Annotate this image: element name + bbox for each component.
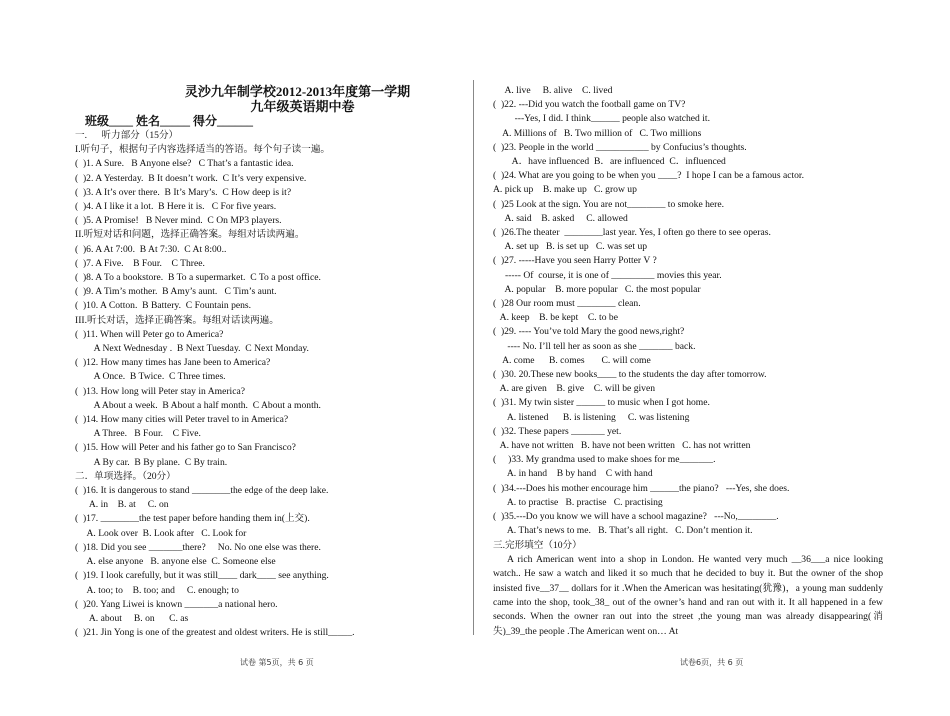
text-line: A. Look over B. Look after C. Look for (75, 527, 247, 539)
text-line: ( )29. ---- You’ve told Mary the good news,right? (493, 326, 685, 338)
text-line: II.听短对话和问题，选择正确答案。每组对话读两遍。 (75, 229, 305, 241)
text-line: ( )12. How many times has Jane been to America? (75, 357, 271, 369)
text-line: ( )30. 20.These new books____ to the students the day after tomorrow. (493, 369, 767, 381)
text-line: A. live B. alive C. lived (493, 85, 613, 96)
text-line: ( )3. A It’s over there. B It’s Mary’s. C How deep is it? (75, 186, 292, 198)
text-line: A. pick up B. make up C. grow up (493, 184, 637, 196)
text-line: A. That’s news to me. B. That’s all right. C. Don’t mention it. (493, 525, 753, 537)
text-line: ( )14. How many cities will Peter travel to in America? (75, 414, 289, 426)
left-question-list (75, 129, 460, 640)
text-line: ( )5. A Promise! B Never mind. C On MP3 players. (75, 215, 282, 227)
text-line: ( )2. A Yesterday. B It doesn’t work. C It’s very expensive. (75, 172, 307, 184)
text-line: A. in hand B by hand C with hand (493, 468, 653, 480)
text-line: A Next Wednesday . B Next Tuesday. C Next Monday. (75, 343, 309, 355)
text-line: ( )34.---Does his mother encourage him ______the piano? ---Yes, she does. (493, 482, 790, 494)
text-line: ----- Of course, it is one of _________ movies this year. (493, 269, 722, 281)
text-line: ( )23. People in the world ___________ by Confucius’s thoughts. (493, 141, 747, 153)
footer-page-left: 试卷 第5页，共 6 页 (240, 658, 314, 667)
column-divider (473, 80, 474, 635)
text-line: ---Yes, I did. I think______ people also watched it. (493, 113, 710, 125)
text-line: ( )27. -----Have you seen Harry Potter V ? (493, 255, 657, 267)
text-line: ---- No. I’ll tell her as soon as she _______ back. (493, 340, 696, 352)
text-line: A. listened B. is listening C. was listening (493, 411, 690, 423)
text-line: A By car. B By plane. C By train. (75, 456, 228, 468)
text-line: ( )22. ---Did you watch the football game on TV? (493, 99, 686, 111)
text-line: ( )31. My twin sister ______ to music when I got home. (493, 397, 710, 409)
right-question-list (493, 84, 883, 553)
text-line: ( )8. A To a bookstore. B To a supermarket. C To a post office. (75, 272, 321, 284)
cloze-passage: A rich American went into a shop in London. He wanted very much __36___a nice looking watch.. He saw a watch and liked it so much that he decided to buy it. But the owner of the shop insisted five__37__ dollars for it .When the American was hesitating(犹豫)，a young man suddenly came into the shop, took_38_ out of the owner’s hand and ran out with it. It all happened in a few seconds. When the owner ran out into the street ,the young man was already disappearing(消失)_39_the people .The American went on… At (493, 553, 883, 637)
text-line: A．have influenced B．are influenced C．influenced (493, 156, 726, 168)
text-line: A. are given B. give C. will be given (493, 383, 656, 395)
text-line: ( )18. Did you see _______there? No. No one else was there. (75, 541, 321, 553)
text-line: A. popular B. more popular C. the most popular (493, 283, 701, 295)
text-line: ( )20. Yang Liwei is known _______a national hero. (75, 598, 278, 610)
text-line: A. else anyone B. anyone else C. Someone else (75, 556, 276, 568)
text-line: ( )25 Look at the sign. You are not________ to smoke here. (493, 198, 725, 210)
text-line: ( )7. A Five. B Four. C Three. (75, 257, 205, 269)
text-line: A. said B. asked C. allowed (493, 212, 628, 224)
text-line: ( )10. A Cotton. B Battery. C Fountain pens. (75, 300, 252, 312)
text-line: ( )9. A Tim’s mother. B Amy’s aunt. C Tim’s aunt. (75, 286, 277, 298)
student-info-line: 班级____ 姓名_____ 得分______ (85, 114, 254, 128)
text-line: A. about B. on C. as (75, 612, 189, 624)
text-line: ( )35.---Do you know we will have a school magazine? ---No,________. (493, 511, 779, 523)
text-line: A. come B. comes C. will come (493, 354, 651, 366)
text-line: ( )4. A I like it a lot. B Here it is. C For five years. (75, 201, 277, 213)
text-line: ( )15. How will Peter and his father go to San Francisco? (75, 442, 296, 454)
text-line: A Three. B Four. C Five. (75, 428, 201, 440)
text-line: A. to practise B. practise C. practising (493, 496, 663, 508)
exam-subtitle: 九年级英语期中卷 (250, 99, 355, 114)
right-column (493, 84, 883, 639)
text-line: 一. 听力部分（15分） (75, 130, 179, 141)
text-line: ( )6. A At 7:00. B At 7:30. C At 8:00.. (75, 243, 227, 255)
text-line: III.听长对话，选择正确答案。每组对话读两遍。 (75, 314, 279, 326)
footer-page-right: 试卷6页，共 6 页 (680, 658, 744, 667)
text-line: A Once. B Twice. C Three times. (75, 371, 226, 383)
text-line: I.听句子，根据句子内容选择适当的答语。每个句子读一遍。 (75, 144, 331, 156)
text-line: ( )17. ________the test paper before handing them in(上交). (75, 513, 310, 525)
text-line: A About a week. B About a half month. C About a month. (75, 399, 321, 411)
text-line: ( )32. These papers _______ yet. (493, 425, 622, 437)
text-line: 二．单项选择。（20分） (75, 470, 176, 482)
text-line: A. keep B. be kept C. to be (493, 312, 618, 324)
text-line: ( )13. How long will Peter stay in America? (75, 385, 245, 397)
text-line: ( )1. A Sure. B Anyone else? C That’s a fantastic idea. (75, 158, 294, 170)
text-line: ( )16. It is dangerous to stand ________the edge of the deep lake. (75, 485, 329, 497)
text-line: ( )26.The theater ________last year. Yes, I often go there to see operas. (493, 227, 771, 239)
text-line: 三.完形填空（10分） (493, 539, 582, 551)
text-line: A. in B. at C. on (75, 499, 169, 511)
text-line: A. Millions of B. Two million of C. Two millions (493, 127, 702, 139)
text-line: ( )21. Jin Yong is one of the greatest and oldest writers. He is still_____. (75, 627, 355, 639)
text-line: ( )24. What are you going to be when you ____? I hope I can be a famous actor. (493, 170, 804, 182)
left-column (75, 84, 460, 640)
text-line: A. have not written B. have not been written C. has not written (493, 440, 751, 452)
text-line: A. set up B. is set up C. was set up (493, 241, 648, 253)
exam-title: 灵沙九年制学校2012-2013年度第一学期 (184, 84, 411, 99)
text-line: ( )11. When will Peter go to America? (75, 328, 224, 340)
text-line: ( )33. My grandma used to make shoes for me_______. (493, 454, 716, 466)
text-line: A. too; to B. too; and C. enough; to (75, 584, 239, 596)
text-line: ( )28 Our room must ________ clean. (493, 298, 641, 310)
text-line: ( )19. I look carefully, but it was still____ dark____ see anything. (75, 570, 329, 582)
